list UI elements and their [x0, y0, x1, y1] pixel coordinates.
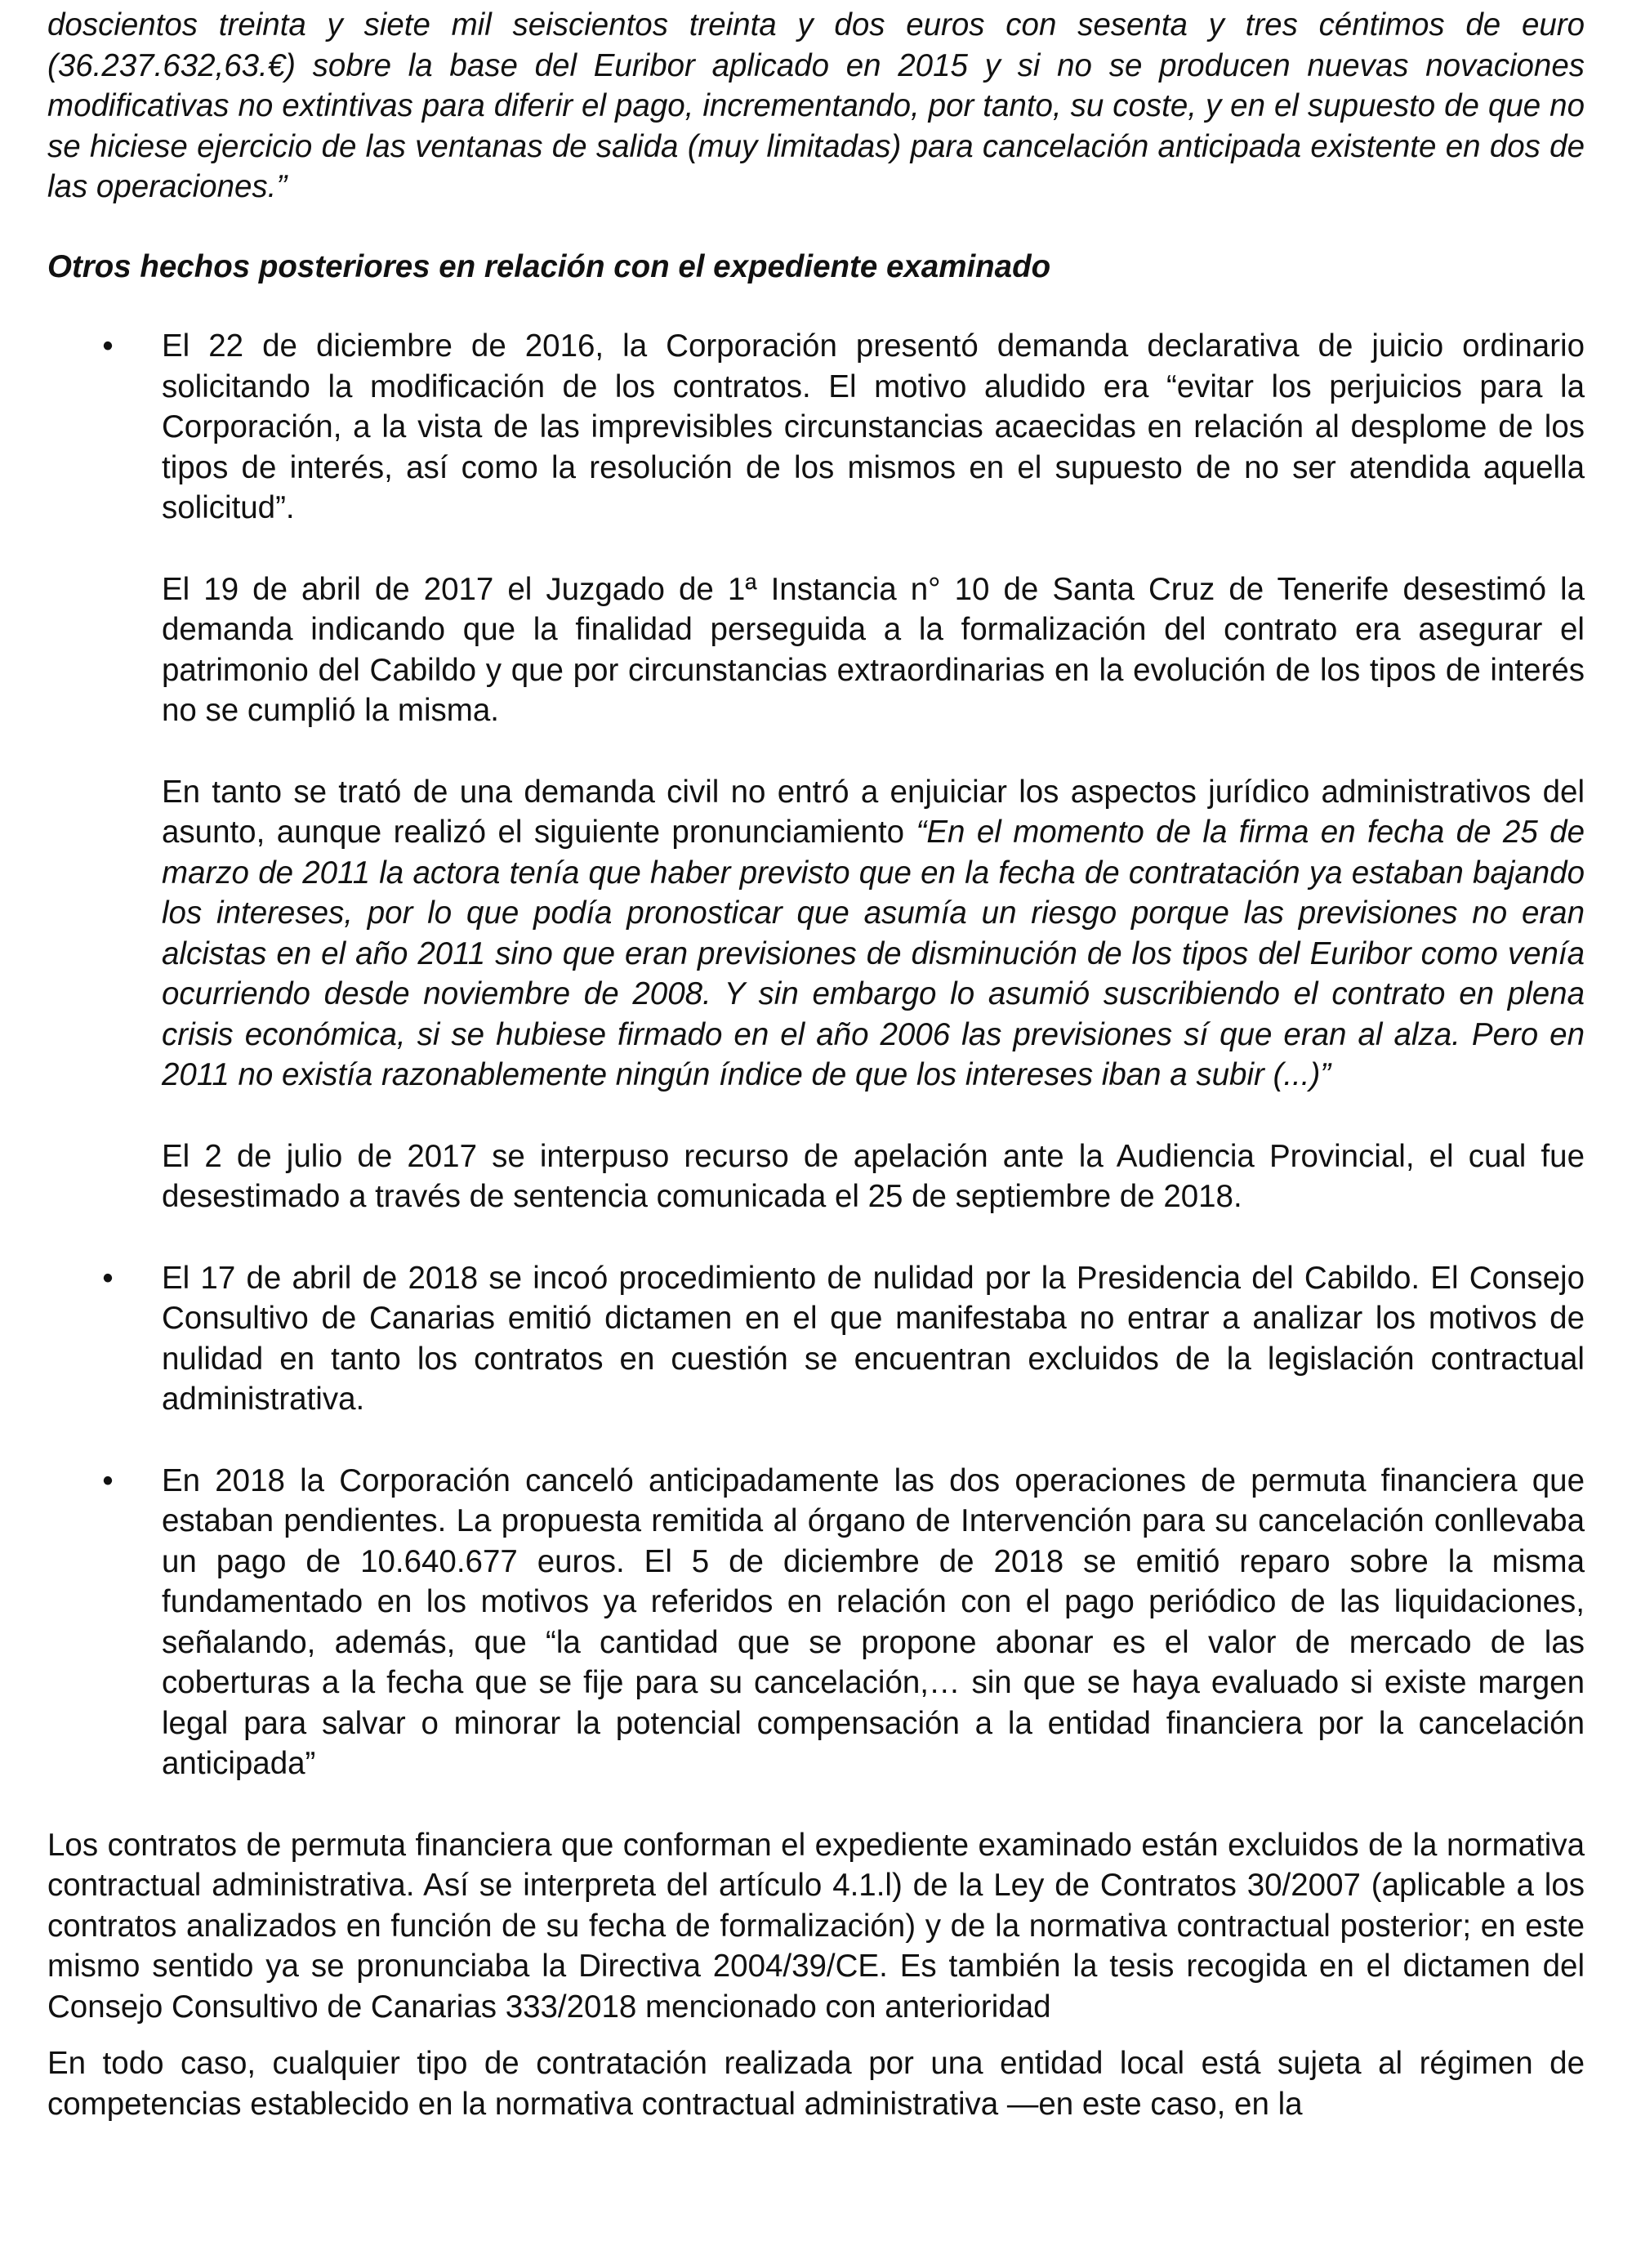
bullet-item [47, 326, 1585, 1217]
quote-intro-text: En tanto se trató de una demanda civil no entró a enjuiciar los aspectos jurídico administrativos del asunto, aunque realizó el siguiente pronunciamiento [162, 774, 1585, 850]
bullet-paragraph: En 2018 la Corporación canceló anticipadamente las dos operaciones de permuta financiera que estaban pendientes. La propuesta remitida al órgano de Intervención para su cancelación conllevaba un pago de 10.640.677 euros. El 5 de diciembre de 2018 se emitió reparo sobre la misma fundamentado en los motivos ya referidos en relación con el pago periódico de las liquidaciones, señalando, además, que “la cantidad que se propone abonar es el valor de mercado de las coberturas a la fecha que se fije para su cancelación,… sin que se haya evaluado si existe margen legal para salvar o minorar la potencial compensación a la entidad financiera por la cancelación anticipada” [162, 1462, 1585, 1781]
closing-paragraph: En todo caso, cualquier tipo de contratación realizada por una entidad local está sujeta al régimen de competencias establecido en la normativa contractual administrativa —en este caso, en la [47, 2046, 1585, 2122]
bullet-item [47, 1258, 1585, 1420]
bullet-paragraph: El 17 de abril de 2018 se incoó procedimiento de nulidad por la Presidencia del Cabildo. El Consejo Consultivo de Canarias emitió dictamen en el que manifestaba no entrar a analizar los motivos de nulidad en tanto los contratos en cuestión se encuentran excluidos de la legislación contractual administrativa. [162, 1260, 1585, 1417]
bullet-paragraph: El 19 de abril de 2017 el Juzgado de 1ª Instancia n° 10 de Santa Cruz de Tenerife desestimó la demanda indicando que la finalidad perseguida a la formalización del contrato era asegurar el patrimonio del Cabildo y que por circunstancias extraordinarias en la evolución de los tipos de interés no se cumplió la misma. [162, 571, 1585, 728]
section-heading: Otros hechos posteriores en relación con el expediente examinado [47, 248, 1051, 284]
bullet-icon: • [102, 1462, 114, 1498]
bullet-paragraph: El 22 de diciembre de 2016, la Corporación presentó demanda declarativa de juicio ordinario solicitando la modificación de los contratos. El motivo aludido era “evitar los perjuicios para la Corporación, a la vista de las imprevisibles circunstancias acaecidas en relación al desplome de los tipos de interés, así como la resolución de los mismos en el supuesto de no ser atendida aquella solicitud”. [162, 328, 1585, 525]
closing-paragraph: Los contratos de permuta financiera que conforman el expediente examinado están excluidos de la normativa contractual administrativa. Así se interpreta del artículo 4.1.l) de la Ley de Contratos 30/2007 (aplicable a los contratos analizados en función de su fecha de formalización) y de la normativa contractual posterior; en este mismo sentido ya se pronunciaba la Directiva 2004/39/CE. Es también la tesis recogida en el dictamen del Consejo Consultivo de Canarias 333/2018 mencionado con anterioridad [47, 1827, 1585, 2025]
intro-paragraph: doscientos treinta y siete mil seiscientos treinta y dos euros con sesenta y tres céntimos de euro (36.237.632,63.€) sobre la base del Euribor aplicado en 2015 y si no se producen nuevas novaciones modificativas no extintivas para diferir el pago, incrementando, por tanto, su coste, y en el supuesto de que no se hiciese ejercicio de las ventanas de salida (muy limitadas) para cancelación anticipada existente en dos de las operaciones.” [47, 7, 1585, 204]
bullet-paragraph-quote [162, 772, 1585, 1096]
quote-text: “En el momento de la firma en fecha de 25 de marzo de 2011 la actora tenía que haber previsto que en la fecha de contratación ya estaban bajando los intereses, por lo que podía pronosticar que asumía un riesgo porque las previsiones no eran alcistas en el año 2011 sino que eran previsiones de disminución de los tipos del Euribor como venía ocurriendo desde noviembre de 2008. Y sin embargo lo asumió suscribiendo el contrato en plena crisis económica, si se hubiese firmado en el año 2006 las previsiones sí que eran al alza. Pero en 2011 no existía razonablemente ningún índice de que los intereses iban a subir (...)” [162, 815, 1585, 1092]
bullet-icon: • [102, 1260, 114, 1296]
bullet-list [47, 326, 1585, 1784]
bullet-item [47, 1461, 1585, 1784]
bullet-paragraph: El 2 de julio de 2017 se interpuso recurso de apelación ante la Audiencia Provincial, el cual fue desestimado a través de sentencia comunicada el 25 de septiembre de 2018. [162, 1138, 1585, 1214]
document-page [47, 5, 1585, 2124]
bullet-icon: • [102, 328, 114, 364]
